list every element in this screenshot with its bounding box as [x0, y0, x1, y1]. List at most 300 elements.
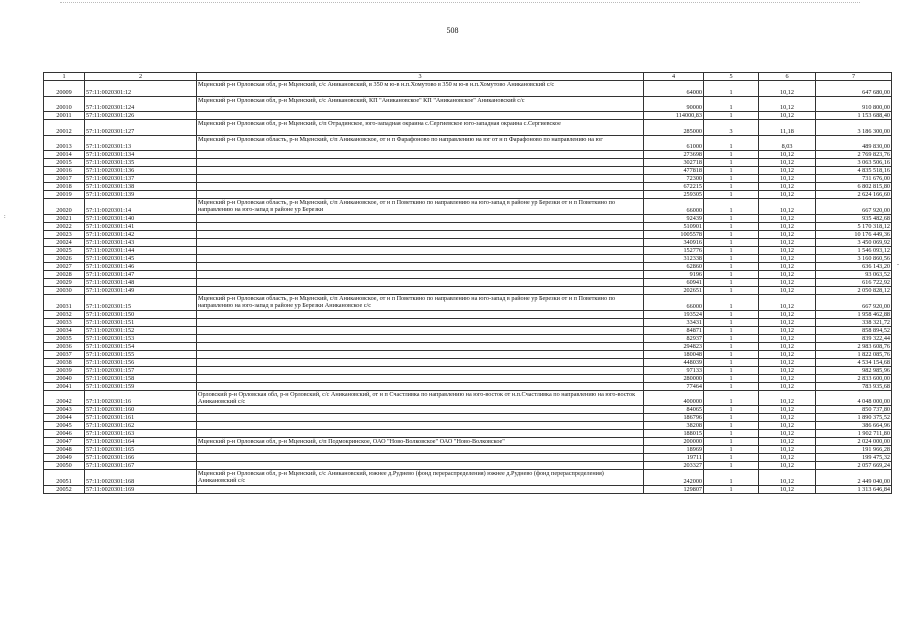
cadastral-number: 57:11:0020301:124	[85, 96, 197, 112]
location-description	[197, 183, 644, 191]
cadastral-number: 57:11:0020301:16	[85, 390, 197, 406]
cadastral-value: 1 890 375,52	[816, 414, 892, 422]
row-number: 20047	[44, 438, 85, 446]
row-number: 20050	[44, 462, 85, 470]
rate-value: 10,12	[759, 183, 816, 191]
area-value: 312338	[644, 254, 704, 262]
area-value: 61000	[644, 135, 704, 151]
row-number: 20013	[44, 135, 85, 151]
row-number: 20044	[44, 414, 85, 422]
area-value: 19711	[644, 454, 704, 462]
cadastral-number: 57:11:0020301:165	[85, 446, 197, 454]
row-number: 20011	[44, 112, 85, 120]
location-description	[197, 382, 644, 390]
rate-value: 10,12	[759, 262, 816, 270]
count-value: 1	[704, 294, 759, 310]
table-row	[44, 374, 892, 382]
location-description	[197, 278, 644, 286]
table-row	[44, 446, 892, 454]
column-header: 4	[644, 73, 704, 81]
rate-value: 10,12	[759, 326, 816, 334]
row-number: 20016	[44, 167, 85, 175]
area-value: 18969	[644, 446, 704, 454]
location-description	[197, 422, 644, 430]
rate-value: 10,12	[759, 350, 816, 358]
rate-value: 10,12	[759, 254, 816, 262]
cadastral-value: 4 534 154,68	[816, 358, 892, 366]
cadastral-number: 57:11:0020301:146	[85, 262, 197, 270]
cadastral-value: 386 664,96	[816, 422, 892, 430]
count-value: 1	[704, 318, 759, 326]
cadastral-value: 4 048 000,00	[816, 390, 892, 406]
cadastral-value: 191 966,28	[816, 446, 892, 454]
count-value: 1	[704, 366, 759, 374]
location-description	[197, 254, 644, 262]
count-value: 1	[704, 374, 759, 382]
cadastral-number: 57:11:0020301:12	[85, 81, 197, 97]
row-number: 20035	[44, 334, 85, 342]
location-description	[197, 167, 644, 175]
count-value: 1	[704, 390, 759, 406]
location-description	[197, 230, 644, 238]
cadastral-value: 616 722,92	[816, 278, 892, 286]
rate-value: 10,12	[759, 294, 816, 310]
rate-value: 10,12	[759, 374, 816, 382]
cadastral-number: 57:11:0020301:151	[85, 318, 197, 326]
area-value: 152776	[644, 246, 704, 254]
area-value: 285000	[644, 120, 704, 136]
row-number: 20023	[44, 230, 85, 238]
count-value: 1	[704, 175, 759, 183]
table-row	[44, 366, 892, 374]
rate-value: 10,12	[759, 214, 816, 222]
cadastral-value: 1 902 711,80	[816, 430, 892, 438]
row-number: 20040	[44, 374, 85, 382]
location-description	[197, 366, 644, 374]
cadastral-value: 6 802 815,80	[816, 183, 892, 191]
cadastral-value: 10 176 449,36	[816, 230, 892, 238]
column-header: 1	[44, 73, 85, 81]
table-row	[44, 262, 892, 270]
area-value: 242000	[644, 470, 704, 486]
area-value: 84065	[644, 406, 704, 414]
table-row	[44, 112, 892, 120]
count-value: 1	[704, 191, 759, 199]
rate-value: 10,12	[759, 382, 816, 390]
cadastral-value: 858 894,52	[816, 326, 892, 334]
table-row	[44, 191, 892, 199]
rate-value: 10,12	[759, 310, 816, 318]
location-description	[197, 286, 644, 294]
cadastral-value: 489 830,00	[816, 135, 892, 151]
rate-value: 10,12	[759, 96, 816, 112]
table-row	[44, 462, 892, 470]
cadastral-number: 57:11:0020301:169	[85, 485, 197, 493]
area-value: 510901	[644, 222, 704, 230]
table-row	[44, 470, 892, 486]
area-value: 294823	[644, 342, 704, 350]
table-row	[44, 120, 892, 136]
count-value: 1	[704, 446, 759, 454]
table-row	[44, 406, 892, 414]
cadastral-number: 57:11:0020301:138	[85, 183, 197, 191]
location-description	[197, 326, 644, 334]
cadastral-value: 4 835 518,16	[816, 167, 892, 175]
area-value: 400000	[644, 390, 704, 406]
row-number: 20032	[44, 310, 85, 318]
rate-value: 10,12	[759, 278, 816, 286]
table-row	[44, 358, 892, 366]
location-description: Орловский р-н Орловская обл, р-н Орловский, с/с Аникановский, от н п Счастливка по направлению на юго-восток от н.п.Счастливка по направлению на юго-восток Аникановский с/с	[197, 390, 644, 406]
location-description	[197, 270, 644, 278]
table-row	[44, 230, 892, 238]
row-number: 20015	[44, 159, 85, 167]
cadastral-value: 5 170 318,12	[816, 222, 892, 230]
row-number: 20017	[44, 175, 85, 183]
location-description	[197, 112, 644, 120]
count-value: 1	[704, 81, 759, 97]
cadastral-value: 667 920,00	[816, 294, 892, 310]
cadastral-value: 839 322,44	[816, 334, 892, 342]
row-number: 20038	[44, 358, 85, 366]
area-value: 62860	[644, 262, 704, 270]
cadastral-value: 1 153 688,40	[816, 112, 892, 120]
table-row	[44, 342, 892, 350]
location-description	[197, 214, 644, 222]
cadastral-value: 2 624 166,60	[816, 191, 892, 199]
table-row	[44, 294, 892, 310]
count-value: 1	[704, 382, 759, 390]
count-value: 1	[704, 246, 759, 254]
cadastral-value: 3 063 506,16	[816, 159, 892, 167]
table-row	[44, 81, 892, 97]
location-description	[197, 414, 644, 422]
table-row	[44, 238, 892, 246]
location-description	[197, 334, 644, 342]
location-description	[197, 151, 644, 159]
table-row	[44, 135, 892, 151]
location-description	[197, 246, 644, 254]
area-value: 72300	[644, 175, 704, 183]
rate-value: 10,12	[759, 485, 816, 493]
row-number: 20014	[44, 151, 85, 159]
location-description: Мценский р-н Орловская обл, р-н Мценский, с/п Отрадинское, юго-западная окраина с.Сергиевское юго-западная окраина с.Сергиевское	[197, 120, 644, 136]
table-row	[44, 382, 892, 390]
cadastral-value: 3 450 069,92	[816, 238, 892, 246]
cadastral-number: 57:11:0020301:164	[85, 438, 197, 446]
table-row	[44, 454, 892, 462]
row-number: 20030	[44, 286, 85, 294]
row-number: 20037	[44, 350, 85, 358]
area-value: 200000	[644, 438, 704, 446]
location-description: Мценский р-н Орловская область, р-н Мценский, с/п Аникановское, от н п Фарафоново по направлению на юг от н п Фарафоново по направлению на юг	[197, 135, 644, 151]
cadastral-value: 338 321,72	[816, 318, 892, 326]
location-description	[197, 262, 644, 270]
row-number: 20051	[44, 470, 85, 486]
location-description	[197, 454, 644, 462]
row-number: 20046	[44, 430, 85, 438]
count-value: 1	[704, 310, 759, 318]
scan-margin-mark: :	[4, 214, 6, 220]
rate-value: 10,12	[759, 246, 816, 254]
table-row	[44, 270, 892, 278]
cadastral-number: 57:11:0020301:143	[85, 238, 197, 246]
table-row	[44, 167, 892, 175]
row-number: 20028	[44, 270, 85, 278]
table-row	[44, 199, 892, 215]
cadastral-value: 3 160 860,56	[816, 254, 892, 262]
cadastral-value: 935 482,68	[816, 214, 892, 222]
cadastral-number: 57:11:0020301:150	[85, 310, 197, 318]
rate-value: 10,12	[759, 414, 816, 422]
location-description: Мценский р-н Орловская обл, р-н Мценский, с/п Подмокринское, ОАО "Ново-Волковское" ОАО "Ново-Волковское"	[197, 438, 644, 446]
location-description	[197, 446, 644, 454]
area-value: 340916	[644, 238, 704, 246]
cadastral-number: 57:11:0020301:158	[85, 374, 197, 382]
count-value: 1	[704, 326, 759, 334]
rate-value: 10,12	[759, 390, 816, 406]
cadastral-number: 57:11:0020301:149	[85, 286, 197, 294]
location-description	[197, 159, 644, 167]
table-row	[44, 286, 892, 294]
area-value: 203327	[644, 462, 704, 470]
rate-value: 10,12	[759, 438, 816, 446]
table-row	[44, 246, 892, 254]
location-description: Мценский р-н Орловская обл, р-н Мценский, с/с Аникановский, в 350 м ю-в н.п.Хомутово в 350 м ю-в н.п.Хомутово Аникановский с/с	[197, 81, 644, 97]
row-number: 20041	[44, 382, 85, 390]
column-header-row	[44, 73, 892, 81]
location-description	[197, 222, 644, 230]
cadastral-number: 57:11:0020301:13	[85, 135, 197, 151]
area-value: 1005578	[644, 230, 704, 238]
cadastral-number: 57:11:0020301:141	[85, 222, 197, 230]
area-value: 64000	[644, 81, 704, 97]
rate-value: 10,12	[759, 406, 816, 414]
area-value: 672215	[644, 183, 704, 191]
area-value: 66000	[644, 199, 704, 215]
location-description	[197, 350, 644, 358]
count-value: 1	[704, 135, 759, 151]
count-value: 1	[704, 159, 759, 167]
table-row	[44, 334, 892, 342]
count-value: 1	[704, 199, 759, 215]
cadastral-number: 57:11:0020301:136	[85, 167, 197, 175]
page-number: 508	[446, 26, 459, 35]
cadastral-value: 783 935,68	[816, 382, 892, 390]
table-row	[44, 414, 892, 422]
row-number: 20027	[44, 262, 85, 270]
rate-value: 8,03	[759, 135, 816, 151]
row-number: 20034	[44, 326, 85, 334]
row-number: 20029	[44, 278, 85, 286]
count-value: 3	[704, 120, 759, 136]
row-number: 20048	[44, 446, 85, 454]
location-description	[197, 358, 644, 366]
cadastral-value: 1 546 093,12	[816, 246, 892, 254]
row-number: 20026	[44, 254, 85, 262]
cadastral-value: 910 800,00	[816, 96, 892, 112]
cadastral-number: 57:11:0020301:14	[85, 199, 197, 215]
rate-value: 10,12	[759, 358, 816, 366]
table-row	[44, 96, 892, 112]
count-value: 1	[704, 342, 759, 350]
cadastral-number: 57:11:0020301:139	[85, 191, 197, 199]
cadastral-value: 2 983 608,76	[816, 342, 892, 350]
area-value: 92439	[644, 214, 704, 222]
rate-value: 10,12	[759, 81, 816, 97]
row-number: 20018	[44, 183, 85, 191]
cadastral-value: 667 920,00	[816, 199, 892, 215]
scan-margin-mark: -	[897, 262, 899, 268]
row-number: 20012	[44, 120, 85, 136]
land-parcel-table	[43, 72, 892, 494]
count-value: 1	[704, 167, 759, 175]
rate-value: 10,12	[759, 470, 816, 486]
area-value: 477818	[644, 167, 704, 175]
row-number: 20022	[44, 222, 85, 230]
cadastral-number: 57:11:0020301:148	[85, 278, 197, 286]
rate-value: 10,12	[759, 112, 816, 120]
location-description	[197, 430, 644, 438]
row-number: 20042	[44, 390, 85, 406]
row-number: 20045	[44, 422, 85, 430]
cadastral-number: 57:11:0020301:152	[85, 326, 197, 334]
cadastral-number: 57:11:0020301:162	[85, 422, 197, 430]
table-row	[44, 183, 892, 191]
column-header: 3	[197, 73, 644, 81]
cadastral-number: 57:11:0020301:142	[85, 230, 197, 238]
table-row	[44, 350, 892, 358]
cadastral-number: 57:11:0020301:163	[85, 430, 197, 438]
rate-value: 10,12	[759, 270, 816, 278]
rate-value: 10,12	[759, 167, 816, 175]
count-value: 1	[704, 454, 759, 462]
area-value: 129807	[644, 485, 704, 493]
cadastral-number: 57:11:0020301:156	[85, 358, 197, 366]
area-value: 66000	[644, 294, 704, 310]
count-value: 1	[704, 462, 759, 470]
cadastral-value: 2 024 000,00	[816, 438, 892, 446]
table-row	[44, 430, 892, 438]
table-row	[44, 422, 892, 430]
cadastral-value: 850 737,80	[816, 406, 892, 414]
location-description	[197, 406, 644, 414]
area-value: 90000	[644, 96, 704, 112]
count-value: 1	[704, 286, 759, 294]
cadastral-value: 3 186 300,00	[816, 120, 892, 136]
column-header: 7	[816, 73, 892, 81]
count-value: 1	[704, 430, 759, 438]
cadastral-number: 57:11:0020301:157	[85, 366, 197, 374]
area-value: 82937	[644, 334, 704, 342]
cadastral-value: 2 057 669,24	[816, 462, 892, 470]
column-header: 2	[85, 73, 197, 81]
rate-value: 10,12	[759, 286, 816, 294]
table-row	[44, 151, 892, 159]
count-value: 1	[704, 254, 759, 262]
table-row	[44, 310, 892, 318]
row-number: 20039	[44, 366, 85, 374]
count-value: 1	[704, 334, 759, 342]
rate-value: 10,12	[759, 175, 816, 183]
location-description	[197, 191, 644, 199]
location-description: Мценский р-н Орловская обл, р-н Мценский, с/с Аникановский, КП "Аникановское" КП "Аникановское" Аникановский с/с	[197, 96, 644, 112]
count-value: 1	[704, 270, 759, 278]
rate-value: 10,12	[759, 199, 816, 215]
count-value: 1	[704, 414, 759, 422]
cadastral-number: 57:11:0020301:160	[85, 406, 197, 414]
count-value: 1	[704, 230, 759, 238]
row-number: 20009	[44, 81, 85, 97]
location-description	[197, 310, 644, 318]
area-value: 114000,83	[644, 112, 704, 120]
count-value: 1	[704, 151, 759, 159]
table-row	[44, 318, 892, 326]
area-value: 259305	[644, 191, 704, 199]
scan-top-edge	[60, 2, 860, 4]
count-value: 1	[704, 422, 759, 430]
cadastral-number: 57:11:0020301:161	[85, 414, 197, 422]
count-value: 1	[704, 406, 759, 414]
location-description	[197, 238, 644, 246]
row-number: 20024	[44, 238, 85, 246]
cadastral-number: 57:11:0020301:145	[85, 254, 197, 262]
area-value: 186796	[644, 414, 704, 422]
cadastral-value: 2 769 823,76	[816, 151, 892, 159]
area-value: 38208	[644, 422, 704, 430]
rate-value: 10,12	[759, 191, 816, 199]
row-number: 20020	[44, 199, 85, 215]
cadastral-value: 636 143,20	[816, 262, 892, 270]
area-value: 60941	[644, 278, 704, 286]
rate-value: 10,12	[759, 159, 816, 167]
count-value: 1	[704, 262, 759, 270]
cadastral-value: 2 833 600,00	[816, 374, 892, 382]
table-row	[44, 159, 892, 167]
row-number: 20043	[44, 406, 85, 414]
area-value: 77464	[644, 382, 704, 390]
row-number: 20036	[44, 342, 85, 350]
area-value: 202651	[644, 286, 704, 294]
location-description	[197, 374, 644, 382]
count-value: 1	[704, 183, 759, 191]
rate-value: 10,12	[759, 462, 816, 470]
location-description: Мценский р-н Орловская область, р-н Мценский, с/п Аникановское, от н п Поветкино по направлению на юго-запад в районе ур Березки от н п Поветкино по направлению на юго-запад в районе ур Березки Аникановское с/с	[197, 294, 644, 310]
rate-value: 10,12	[759, 342, 816, 350]
cadastral-number: 57:11:0020301:126	[85, 112, 197, 120]
table-row	[44, 278, 892, 286]
location-description	[197, 462, 644, 470]
column-header: 5	[704, 73, 759, 81]
area-value: 448039	[644, 358, 704, 366]
row-number: 20021	[44, 214, 85, 222]
cadastral-number: 57:11:0020301:137	[85, 175, 197, 183]
count-value: 1	[704, 112, 759, 120]
cadastral-number: 57:11:0020301:144	[85, 246, 197, 254]
area-value: 188015	[644, 430, 704, 438]
cadastral-number: 57:11:0020301:140	[85, 214, 197, 222]
cadastral-number: 57:11:0020301:134	[85, 151, 197, 159]
area-value: 280000	[644, 374, 704, 382]
location-description: Мценский р-н Орловская обл, р-н Мценский, с/с Аникановский, южнее д.Руднево (фонд перераспределения) южнее д.Руднево (фонд перераспределения) Аникановский с/с	[197, 470, 644, 486]
area-value: 33431	[644, 318, 704, 326]
count-value: 1	[704, 214, 759, 222]
cadastral-number: 57:11:0020301:153	[85, 334, 197, 342]
table-row	[44, 254, 892, 262]
rate-value: 10,12	[759, 238, 816, 246]
rate-value: 10,12	[759, 430, 816, 438]
cadastral-number: 57:11:0020301:135	[85, 159, 197, 167]
